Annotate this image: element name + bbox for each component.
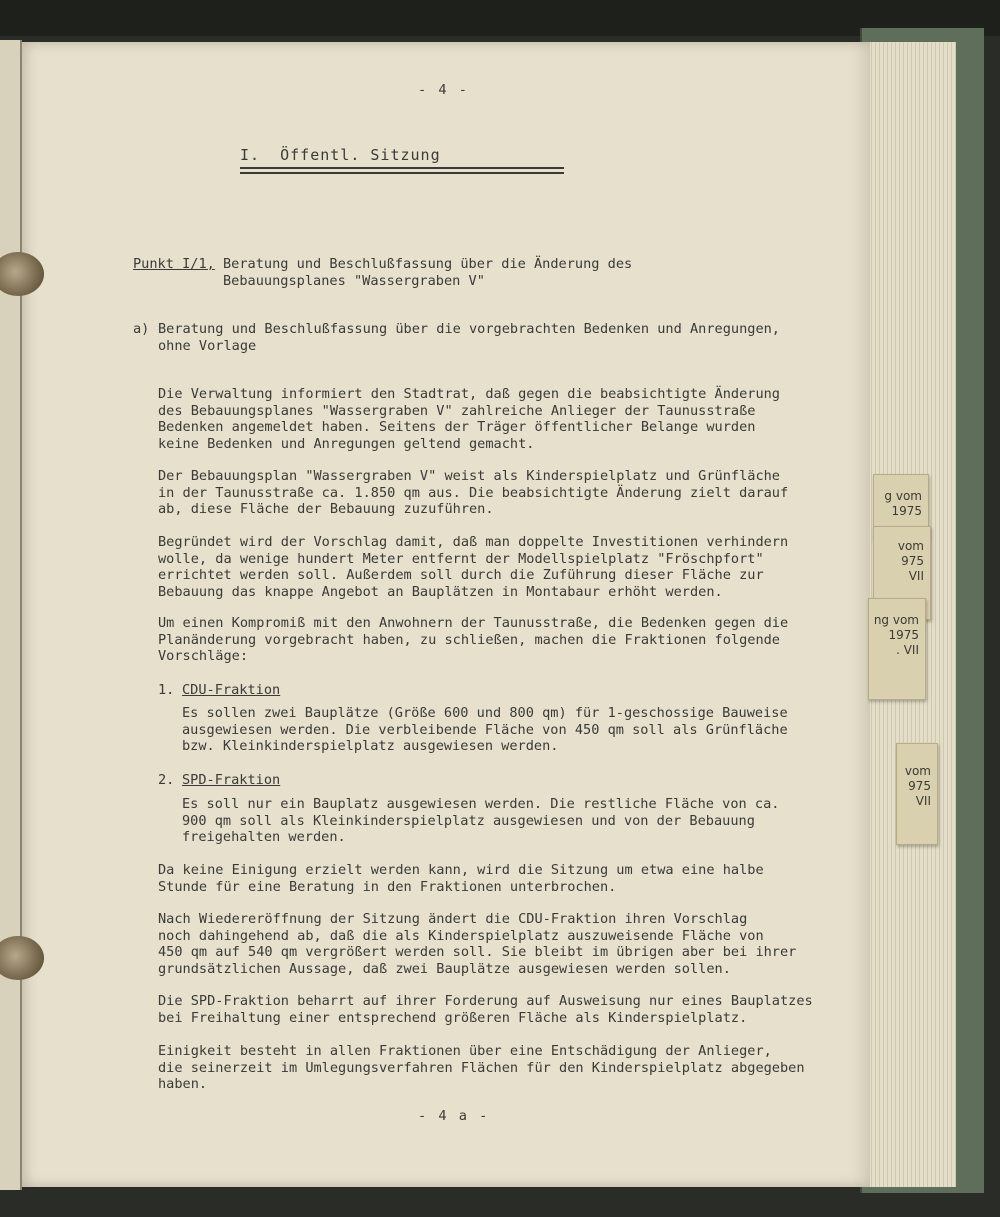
- tab-2-line-3: VII: [908, 569, 924, 583]
- proposal-2-party: SPD-Fraktion: [182, 772, 281, 788]
- tab-1-line-1: g vom: [884, 489, 922, 503]
- proposal-2-text: Es soll nur ein Bauplatz ausgewiesen werden. Die restliche Fläche von ca. 900 qm soll als Kleinkinderspielplatz ausgewiesen und von der Bebauung freigehalten werden.: [182, 796, 780, 846]
- proposal-1-party: CDU-Fraktion: [182, 682, 281, 698]
- paragraph-6: Nach Wiedereröffnung der Sitzung ändert die CDU-Fraktion ihren Vorschlag noch dahingehend ab, daß die als Kinderspielplatz auszuweisende Fläche von 450 qm auf 540 qm vergrößert werden soll. Sie bleibt im übrigen aber bei ihrer grundsätzlichen Aussage, daß zwei Bauplätze ausgewiesen werden sollen.: [158, 911, 797, 977]
- heading-double-underline: [240, 167, 564, 174]
- sub-item-label: a): [133, 321, 150, 337]
- paragraph-5: Da keine Einigung erzielt werden kann, wird die Sitzung um etwa eine halbe Stunde für eine Beratung in den Fraktionen unterbrochen.: [158, 862, 764, 895]
- paragraph-4: Um einen Kompromiß mit den Anwohnern der Taunusstraße, die Bedenken gegen die Planänderung vorgebracht haben, zu schließen, machen die Fraktionen folgende Vorschläge:: [158, 615, 789, 665]
- paragraph-8: Einigkeit besteht in allen Fraktionen über eine Entschädigung der Anlieger, die seinerzeit im Umlegungsverfahren Flächen für den Kinderspielplatz abgegeben haben.: [158, 1043, 805, 1093]
- proposal-1-text: Es sollen zwei Bauplätze (Größe 600 und 800 qm) für 1-geschossige Bauweise ausgewiesen werden. Die verbleibende Fläche von 450 qm soll als Grünfläche bzw. Kleinkinderspielplatz ausgewiesen werden.: [182, 705, 788, 755]
- tab-3-line-1: ng vom: [873, 613, 919, 627]
- tab-4-line-2: 975: [908, 779, 931, 793]
- index-tab-4[interactable]: [896, 743, 938, 845]
- sub-item-title: Beratung und Beschlußfassung über die vorgebrachten Bedenken und Anregungen, ohne Vorlage: [158, 321, 780, 354]
- paragraph-7: Die SPD-Fraktion beharrt auf ihrer Forderung auf Ausweisung nur eines Bauplatzes bei Freihaltung einer entsprechend größeren Fläche als Kinderspielplatz.: [158, 993, 813, 1026]
- section-heading: I. Öffentl. Sitzung: [240, 146, 441, 164]
- tab-2-line-2: 975: [901, 554, 924, 568]
- continuation-marker: - 4 a -: [418, 1108, 490, 1124]
- tab-4-line-1: vom: [904, 764, 931, 778]
- paragraph-1: Die Verwaltung informiert den Stadtrat, daß gegen die beabsichtigte Änderung des Bebauungsplanes "Wassergraben V" zahlreiche Anlieger der Taunusstraße Bedenken angemeldet haben. Seitens der Träger öffentlicher Belange wurden keine Bedenken und Anregungen geltend gemacht.: [158, 386, 780, 452]
- tab-3-line-3: . VII: [896, 643, 919, 657]
- agenda-item-label: Punkt I/1,: [133, 256, 215, 272]
- tab-1-line-2: 1975: [891, 504, 922, 518]
- binder-top-edge: [0, 0, 1000, 36]
- page-number: - 4 -: [418, 82, 469, 98]
- proposal-1-number: 1.: [158, 682, 175, 698]
- paragraph-2: Der Bebauungsplan "Wassergraben V" weist als Kinderspielplatz und Grünfläche in der Taunusstraße ca. 1.850 qm aus. Die beabsichtigte Änderung zielt darauf ab, diese Fläche der Bebauung zuzuführen.: [158, 468, 789, 518]
- paragraph-3: Begründet wird der Vorschlag damit, daß man doppelte Investitionen verhindern wolle, da wenige hundert Meter entfernt der Modellspielplatz "Fröschpfort" errichtet werden soll. Außerdem soll durch die Zuführung dieser Fläche zur Bebauung das knappe Angebot an Bauplätzen in Montabaur erhöht werden.: [158, 534, 789, 600]
- proposal-2-number: 2.: [158, 772, 175, 788]
- index-tab-3[interactable]: [868, 598, 926, 700]
- tab-3-line-2: 1975: [888, 628, 919, 642]
- left-page-edge: [0, 40, 22, 1190]
- tab-4-line-3: VII: [915, 794, 931, 808]
- agenda-item-title: Beratung und Beschlußfassung über die Änderung des Bebauungsplanes "Wassergraben V": [223, 256, 633, 289]
- tab-2-line-1: vom: [897, 539, 924, 553]
